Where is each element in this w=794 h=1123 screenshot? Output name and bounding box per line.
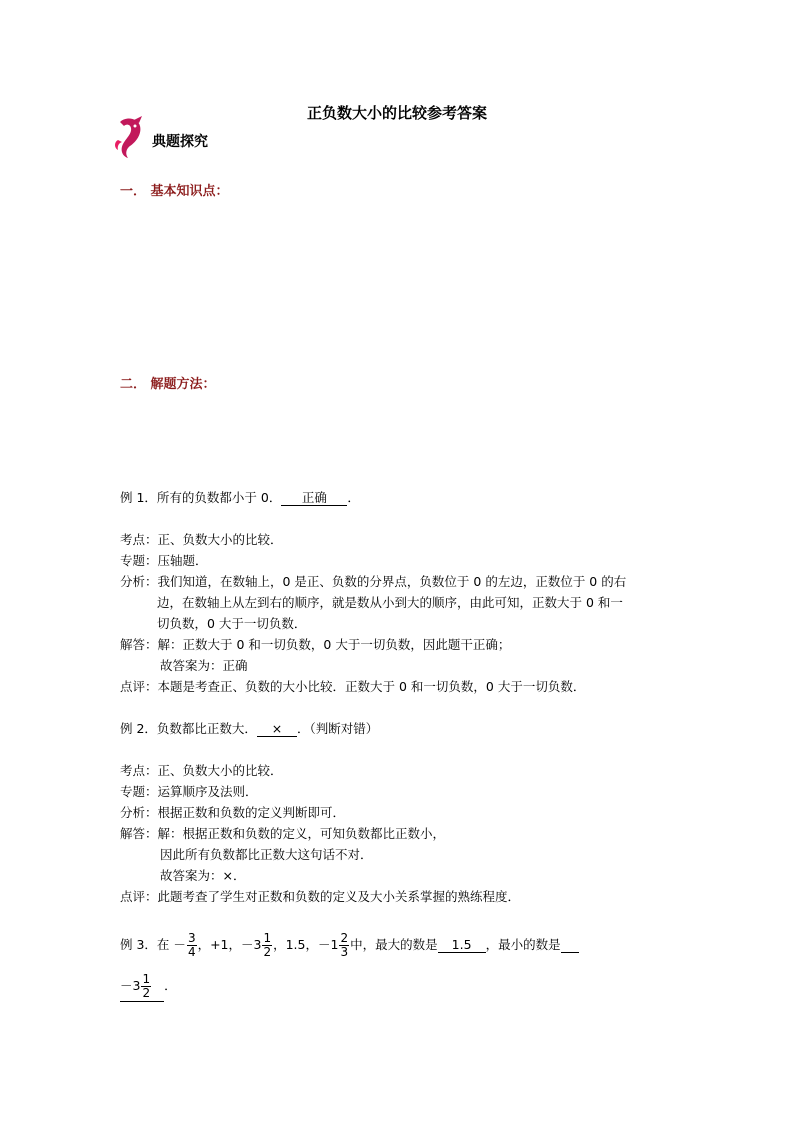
numerator: 1 xyxy=(263,931,272,945)
example-2-end: ．（判断对错） xyxy=(296,721,379,736)
numerator: 3 xyxy=(187,931,196,945)
example-2-kaodian: 考点：正、负数大小的比较． xyxy=(120,763,283,778)
example-1-text: 例 1．所有的负数都小于 0． xyxy=(120,490,282,505)
number-neg-three-and-half xyxy=(241,931,273,959)
example-1-end: ． xyxy=(347,490,360,505)
example-1-kaodian: 考点：正、负数大小的比较． xyxy=(120,532,283,547)
example-3-min-answer-line xyxy=(120,971,177,1002)
example-3-mid2: ，最小的数是 xyxy=(485,937,561,952)
example-3-prefix: 例 3．在 xyxy=(120,937,170,952)
example-3-question xyxy=(120,930,579,960)
page-title: 正负数大小的比较参考答案 xyxy=(306,104,487,122)
number-neg-three-quarters xyxy=(173,931,197,959)
number-neg-one-and-two-thirds xyxy=(318,931,350,959)
section-methods: 二． 解题方法： xyxy=(120,377,216,392)
example-1-jieda-line2: 故答案为：正确 xyxy=(160,658,248,673)
fraction xyxy=(141,973,151,1000)
subtitle: 典题探究 xyxy=(152,134,208,150)
example-2-jieda-line1: 解答：解：根据正数和负数的定义，可知负数都比正数小， xyxy=(120,826,446,841)
example-2-dianping: 点评：此题考查了学生对正数和负数的定义及大小关系掌握的熟练程度． xyxy=(120,889,521,904)
fraction xyxy=(187,932,197,959)
sign: － xyxy=(173,937,186,952)
example-1-zhuanti: 专题：压轴题． xyxy=(120,553,208,568)
example-3-end: ． xyxy=(164,978,177,993)
dolphin-logo-icon xyxy=(112,116,148,160)
denominator: 2 xyxy=(142,986,151,1000)
example-1-fenxi-line3: 切负数，0 大于一切负数． xyxy=(157,616,307,631)
example-1-answer: 正确 xyxy=(281,491,347,506)
denominator: 3 xyxy=(340,945,349,959)
whole: －3 xyxy=(241,937,262,952)
fraction xyxy=(339,932,349,959)
sep-1: ，+1， xyxy=(197,937,242,952)
example-2-question xyxy=(120,719,378,739)
example-2-text: 例 2．负数都比正数大． xyxy=(120,721,257,736)
sep-2: ，1.5， xyxy=(273,937,318,952)
example-1-jieda-line1: 解答：解：正数大于 0 和一切负数，0 大于一切负数，因此题干正确； xyxy=(120,637,511,652)
numerator: 1 xyxy=(142,972,151,986)
example-3-mid: 中，最大的数是 xyxy=(350,937,438,952)
example-1-fenxi-line1: 分析：我们知道，在数轴上，0 是正、负数的分界点，负数位于 0 的左边，正数位于 0 的右 xyxy=(120,574,627,589)
denominator: 4 xyxy=(187,945,196,959)
example-2-zhuanti: 专题：运算顺序及法则． xyxy=(120,784,258,799)
example-3-min-answer xyxy=(120,971,164,1002)
whole: －1 xyxy=(318,937,339,952)
example-3-max-answer: 1.5 xyxy=(438,938,486,953)
example-1-dianping: 点评：本题是考查正、负数的大小比较．正数大于 0 和一切负数，0 大于一切负数． xyxy=(120,679,586,694)
numerator: 2 xyxy=(340,931,349,945)
fraction xyxy=(262,932,272,959)
example-1-fenxi-line2: 边，在数轴上从左到右的顺序，就是数从小到大的顺序，由此可知，正数大于 0 和一 xyxy=(157,595,623,610)
whole: －3 xyxy=(120,978,141,993)
denominator: 2 xyxy=(263,945,272,959)
section-basic-knowledge: 一． 基本知识点： xyxy=(120,184,229,199)
example-2-answer: × xyxy=(257,722,297,737)
example-2-jieda-line3: 故答案为：×． xyxy=(160,868,246,883)
example-2-fenxi: 分析：根据正数和负数的定义判断即可． xyxy=(120,805,346,820)
example-2-jieda-line2: 因此所有负数都比正数大这句话不对． xyxy=(160,847,373,862)
example-1-question xyxy=(120,488,360,508)
blank-line xyxy=(561,938,579,953)
